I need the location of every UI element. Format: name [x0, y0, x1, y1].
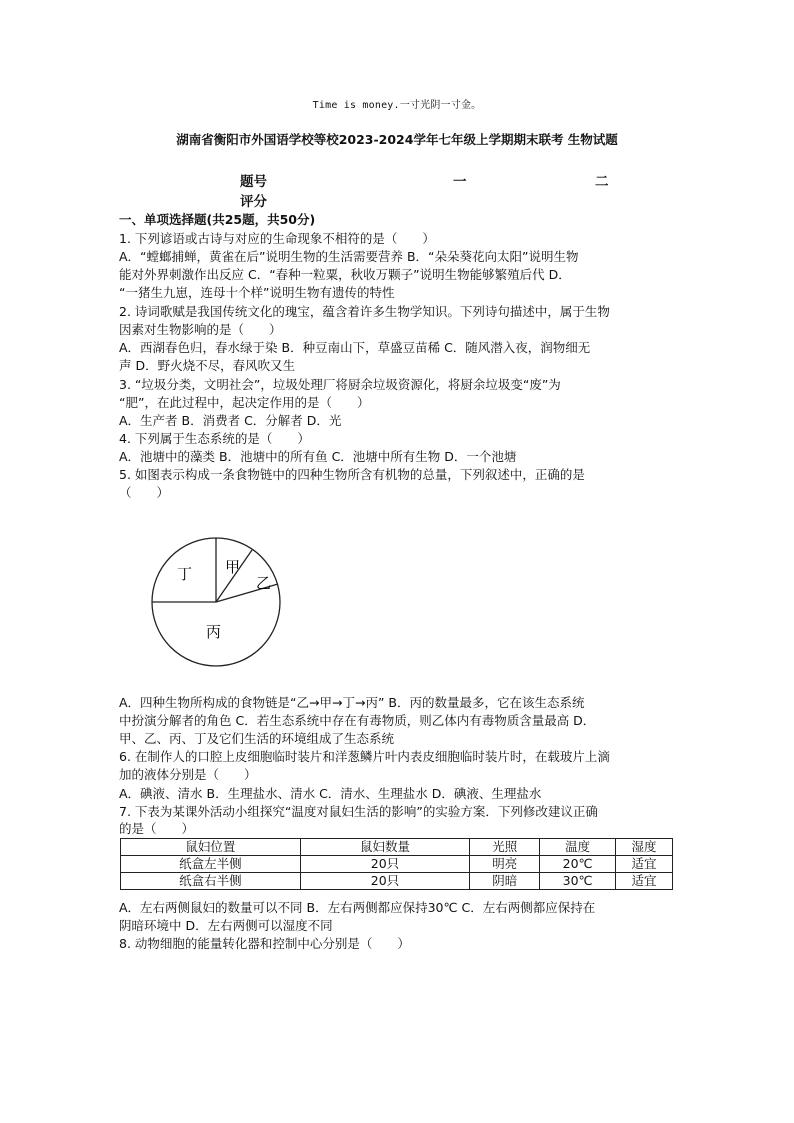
question-line: A．西湖春色归，春水绿于染 B．种豆南山下，草盛豆苗稀 C．随风潜入夜，润物细无 [119, 340, 591, 355]
table-cell: 20℃ [540, 856, 616, 873]
question-line: 1. 下列谚语或古诗与对应的生命现象不相符的是（ ） [119, 231, 435, 246]
question-line: A．“螳螂捕蝉，黄雀在后”说明生物的生活需要营养 B．“朵朵葵花向太阳”说明生物 [119, 249, 579, 264]
question-line: 7. 下表为某课外活动小组探究“温度对鼠妇生活的影响”的实验方案．下列修改建议正确 [119, 804, 598, 819]
question-line: 中扮演分解者的角色 C．若生态系统中存在有毒物质，则乙体内有毒物质含量最高 D． [119, 713, 596, 728]
table-row [121, 856, 673, 873]
question-line: A．四种生物所构成的食物链是“乙→甲→丁→丙” B．丙的数量最多，它在该生态系统 [119, 695, 585, 710]
table-header-cell: 光照 [470, 839, 540, 856]
question-line: 4. 下列属于生态系统的是（ ） [119, 431, 310, 446]
pie-label-jia: 甲 [225, 558, 241, 576]
question-line: （ ） [119, 485, 170, 500]
question-line: 能对外界刺激作出反应 C．“春种一粒粟，秋收万颗子”说明生物能够繁殖后代 D． [119, 267, 571, 282]
question-line: 8. 动物细胞的能量转化器和控制中心分别是（ ） [119, 936, 410, 951]
table-header-row [121, 839, 673, 856]
table-header-cell: 湿度 [616, 839, 673, 856]
pie-label-ding: 丁 [177, 565, 193, 583]
table-cell: 20只 [300, 856, 470, 873]
question-line: 5. 如图表示构成一条食物链中的四种生物所含有机物的总量，下列叙述中，正确的是 [119, 467, 585, 482]
question-line: A．生产者 B．消费者 C．分解者 D．光 [119, 413, 342, 428]
table-cell: 适宜 [616, 873, 673, 890]
question-line: 因素对生物影响的是（ ） [119, 322, 282, 337]
experiment-table [120, 838, 673, 890]
score-label-score: 评分 [240, 194, 267, 210]
table-cell: 明亮 [470, 856, 540, 873]
table-cell: 纸盒右半侧 [121, 873, 301, 890]
score-label-question: 题号 [240, 174, 267, 190]
page-title: 湖南省衡阳市外国语学校等校2023-2024学年七年级上学期期末联考 生物试题 [176, 132, 618, 147]
table-cell: 适宜 [616, 856, 673, 873]
question-line: 3. “垃圾分类，文明社会”，垃圾处理厂将厨余垃圾资源化，将厨余垃圾变“废”为 [119, 377, 561, 392]
score-col-2: 二 [595, 174, 609, 190]
pie-label-yi: 乙 [256, 574, 272, 592]
table-header-cell: 鼠妇数量 [300, 839, 470, 856]
organic-matter-pie-diagram [150, 536, 290, 676]
question-line: “一猪生九崽，连母十个样”说明生物有遗传的特性 [119, 285, 395, 300]
pie-label-bing: 丙 [206, 623, 222, 641]
page-motto: Time is money.一寸光阴一寸金。 [312, 100, 482, 111]
question-line: 阴暗环境中 D．左右两侧可以湿度不同 [119, 918, 333, 933]
question-line: A．池塘中的藻类 B．池塘中的所有鱼 C．池塘中所有生物 D．一个池塘 [119, 449, 517, 464]
table-header-cell: 鼠妇位置 [121, 839, 301, 856]
question-line: A．碘液、清水 B．生理盐水、清水 C．清水、生理盐水 D．碘液、生理盐水 [119, 786, 542, 801]
score-col-1: 一 [453, 174, 467, 190]
table-header-cell: 温度 [540, 839, 616, 856]
question-line: 声 D．野火烧不尽，春风吹又生 [119, 358, 296, 373]
question-line: 6. 在制作人的口腔上皮细胞临时装片和洋葱鳞片叶内表皮细胞临时装片时，在载玻片上滴 [119, 749, 610, 764]
question-line: 2. 诗词歌赋是我国传统文化的瑰宝，蕴含着许多生物学知识。下列诗句描述中，属于生物 [119, 304, 610, 319]
question-line: “肥”，在此过程中，起决定作用的是（ ） [119, 395, 370, 410]
table-cell: 阴暗 [470, 873, 540, 890]
table-cell: 20只 [300, 873, 470, 890]
table-row [121, 873, 673, 890]
question-line: A．左右两侧鼠妇的数量可以不同 B．左右两侧都应保持30℃ C．左右两侧都应保持在 [119, 900, 596, 915]
table-cell: 30℃ [540, 873, 616, 890]
question-line: 甲、乙、丙、丁及它们生活的环境组成了生态系统 [119, 731, 395, 746]
table-cell: 纸盒左半侧 [121, 856, 301, 873]
section-heading: 一、单项选择题(共25题，共50分) [119, 212, 316, 227]
question-line: 的是（ ） [119, 821, 195, 836]
question-line: 加的液体分别是（ ） [119, 767, 257, 782]
